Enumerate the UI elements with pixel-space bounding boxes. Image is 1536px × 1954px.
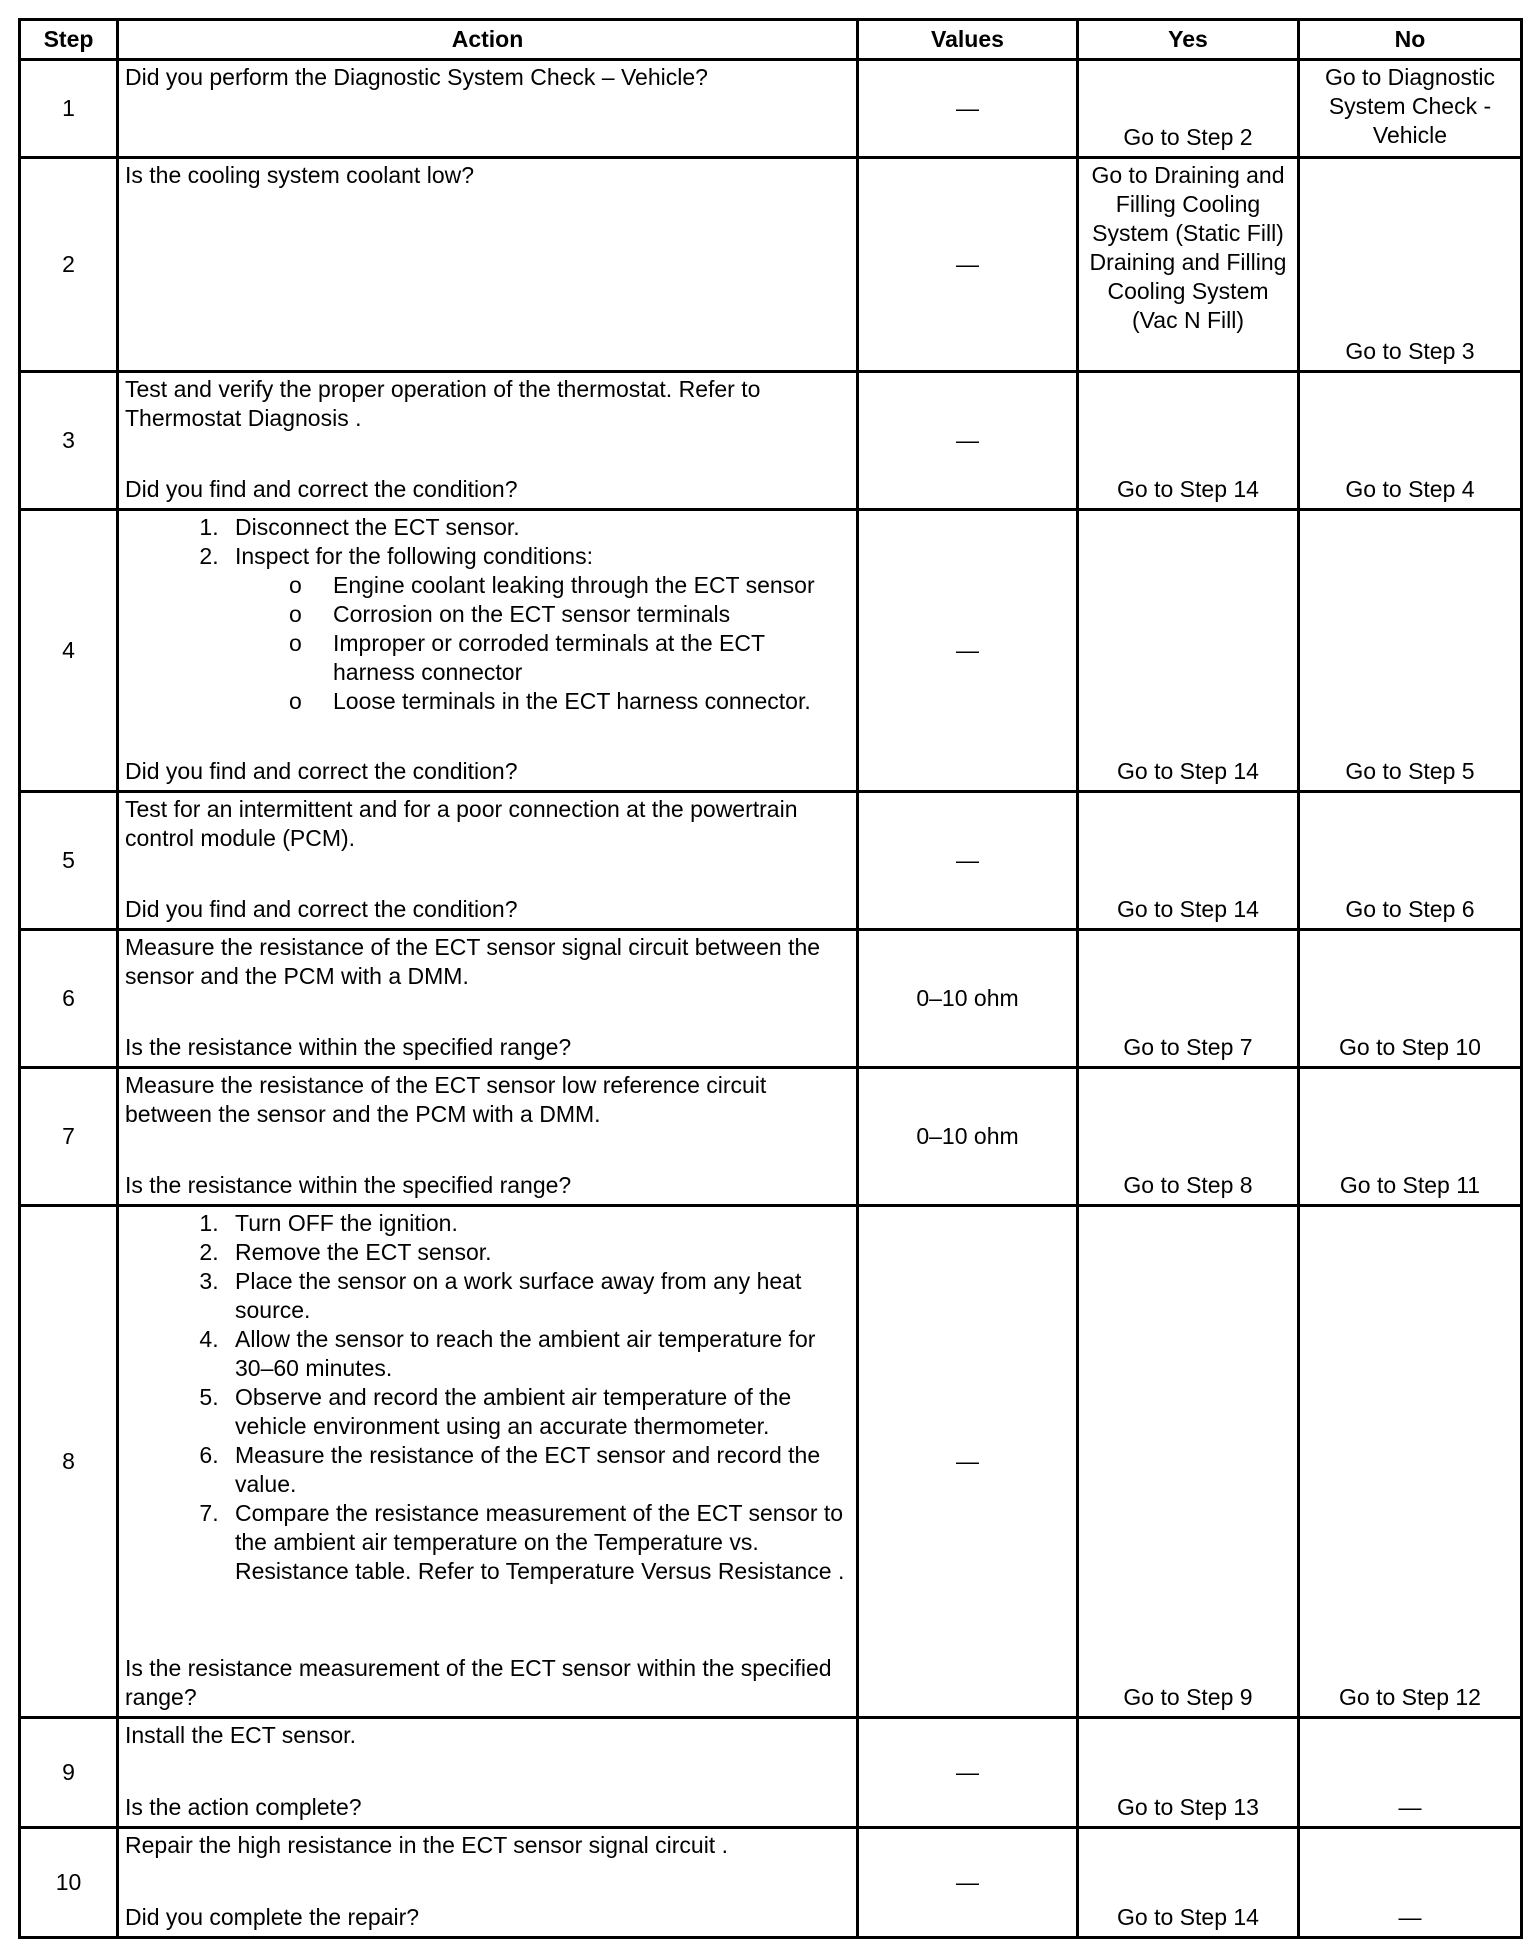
no-cell: Go to Step 12 <box>1299 1206 1522 1718</box>
action-cell <box>118 158 858 372</box>
action-cell <box>118 930 858 1068</box>
no-cell: Go to Step 3 <box>1299 158 1522 372</box>
header-action: Action <box>118 20 858 60</box>
yes-cell: Go to Draining and Filling Cooling System (Static Fill) Draining and Filling Cooling System (Vac N Fill) <box>1078 158 1299 372</box>
value-cell: — <box>858 372 1078 510</box>
procedure-list <box>125 513 852 716</box>
value-cell: 0–10 ohm <box>858 1068 1078 1206</box>
procedure-step: 7. Compare the resistance measurement of the ECT sensor to the ambient air temperature on the Temperature vs. Resistance table. Refer to Temperature Versus Resistance . <box>225 1499 852 1586</box>
value-cell: — <box>858 1206 1078 1718</box>
action-cell <box>118 60 858 158</box>
action-text: Measure the resistance of the ECT sensor signal circuit between the sensor and the PCM with a DMM. <box>125 934 821 989</box>
action-cell <box>118 510 858 792</box>
no-cell: Go to Step 5 <box>1299 510 1522 792</box>
action-question: Did you complete the repair? <box>125 1904 420 1930</box>
value-cell: — <box>858 60 1078 158</box>
action-question: Did you find and correct the condition? <box>125 476 518 502</box>
header-step: Step <box>20 20 118 60</box>
yes-cell: Go to Step 14 <box>1078 1828 1299 1938</box>
no-cell: — <box>1299 1828 1522 1938</box>
no-cell: Go to Step 6 <box>1299 792 1522 930</box>
table-row <box>20 1068 1522 1206</box>
table-row <box>20 1206 1522 1718</box>
table-row <box>20 930 1522 1068</box>
action-cell <box>118 1718 858 1828</box>
action-cell <box>118 372 858 510</box>
action-text: Repair the high resistance in the ECT sensor signal circuit . <box>125 1832 728 1858</box>
step-number: 9 <box>20 1718 118 1828</box>
procedure-step: 6. Measure the resistance of the ECT sensor and record the value. <box>225 1441 852 1499</box>
action-question: Is the resistance within the specified range? <box>125 1034 572 1060</box>
table-row <box>20 1828 1522 1938</box>
value-cell: — <box>858 792 1078 930</box>
step-number: 1 <box>20 60 118 158</box>
value-cell: — <box>858 510 1078 792</box>
header-no: No <box>1299 20 1522 60</box>
step-number: 3 <box>20 372 118 510</box>
table-row <box>20 1718 1522 1828</box>
condition-item: o Loose terminals in the ECT harness connector. <box>333 687 852 716</box>
yes-cell: Go to Step 2 <box>1078 60 1299 158</box>
action-text: Is the cooling system coolant low? <box>125 162 475 188</box>
action-cell <box>118 1068 858 1206</box>
header-values: Values <box>858 20 1078 60</box>
action-question: Is the resistance measurement of the ECT sensor within the specified range? <box>125 1655 832 1710</box>
procedure-step: 2. Remove the ECT sensor. <box>225 1238 852 1267</box>
value-cell: 0–10 ohm <box>858 930 1078 1068</box>
header-row <box>20 20 1522 60</box>
value-cell: — <box>858 1828 1078 1938</box>
procedure-step <box>225 542 852 716</box>
action-question: Is the resistance within the specified range? <box>125 1172 572 1198</box>
step-number: 5 <box>20 792 118 930</box>
no-cell: Go to Step 11 <box>1299 1068 1522 1206</box>
header-yes: Yes <box>1078 20 1299 60</box>
no-cell: Go to Step 10 <box>1299 930 1522 1068</box>
step-number: 6 <box>20 930 118 1068</box>
procedure-step-text: Inspect for the following conditions: <box>235 543 593 569</box>
procedure-step: 4. Allow the sensor to reach the ambient air temperature for 30–60 minutes. <box>225 1325 852 1383</box>
condition-item: o Improper or corroded terminals at the ECT harness connector <box>333 629 852 687</box>
yes-cell: Go to Step 14 <box>1078 510 1299 792</box>
step-number: 4 <box>20 510 118 792</box>
procedure-step: 5. Observe and record the ambient air temperature of the vehicle environment using an accurate thermometer. <box>225 1383 852 1441</box>
procedure-step: 1. Turn OFF the ignition. <box>225 1209 852 1238</box>
action-cell <box>118 1206 858 1718</box>
no-cell: — <box>1299 1718 1522 1828</box>
action-cell <box>118 1828 858 1938</box>
procedure-list <box>125 1209 852 1586</box>
yes-cell: Go to Step 9 <box>1078 1206 1299 1718</box>
action-text: Measure the resistance of the ECT sensor low reference circuit between the sensor and the PCM with a DMM. <box>125 1072 767 1127</box>
table-row <box>20 158 1522 372</box>
diagnostic-table <box>18 18 1523 1939</box>
yes-cell: Go to Step 13 <box>1078 1718 1299 1828</box>
step-number: 10 <box>20 1828 118 1938</box>
no-cell: Go to Diagnostic System Check - Vehicle <box>1299 60 1522 158</box>
condition-list <box>235 571 852 716</box>
value-cell: — <box>858 1718 1078 1828</box>
action-cell <box>118 792 858 930</box>
step-number: 7 <box>20 1068 118 1206</box>
action-text: Install the ECT sensor. <box>125 1722 356 1748</box>
table-row <box>20 372 1522 510</box>
yes-cell: Go to Step 7 <box>1078 930 1299 1068</box>
yes-cell: Go to Step 14 <box>1078 792 1299 930</box>
yes-cell: Go to Step 8 <box>1078 1068 1299 1206</box>
procedure-step: 1. Disconnect the ECT sensor. <box>225 513 852 542</box>
action-question: Is the action complete? <box>125 1794 362 1820</box>
action-question: Did you find and correct the condition? <box>125 896 518 922</box>
table-row <box>20 510 1522 792</box>
value-cell: — <box>858 158 1078 372</box>
no-cell: Go to Step 4 <box>1299 372 1522 510</box>
table-row <box>20 792 1522 930</box>
condition-item: o Engine coolant leaking through the ECT sensor <box>333 571 852 600</box>
step-number: 2 <box>20 158 118 372</box>
action-question: Did you find and correct the condition? <box>125 758 518 784</box>
procedure-step: 3. Place the sensor on a work surface away from any heat source. <box>225 1267 852 1325</box>
yes-cell: Go to Step 14 <box>1078 372 1299 510</box>
table-row <box>20 60 1522 158</box>
action-text: Test and verify the proper operation of the thermostat. Refer to Thermostat Diagnosis . <box>125 376 761 431</box>
condition-item: o Corrosion on the ECT sensor terminals <box>333 600 852 629</box>
action-text: Did you perform the Diagnostic System Check – Vehicle? <box>125 64 708 90</box>
step-number: 8 <box>20 1206 118 1718</box>
action-text: Test for an intermittent and for a poor connection at the powertrain control module (PCM). <box>125 796 798 851</box>
